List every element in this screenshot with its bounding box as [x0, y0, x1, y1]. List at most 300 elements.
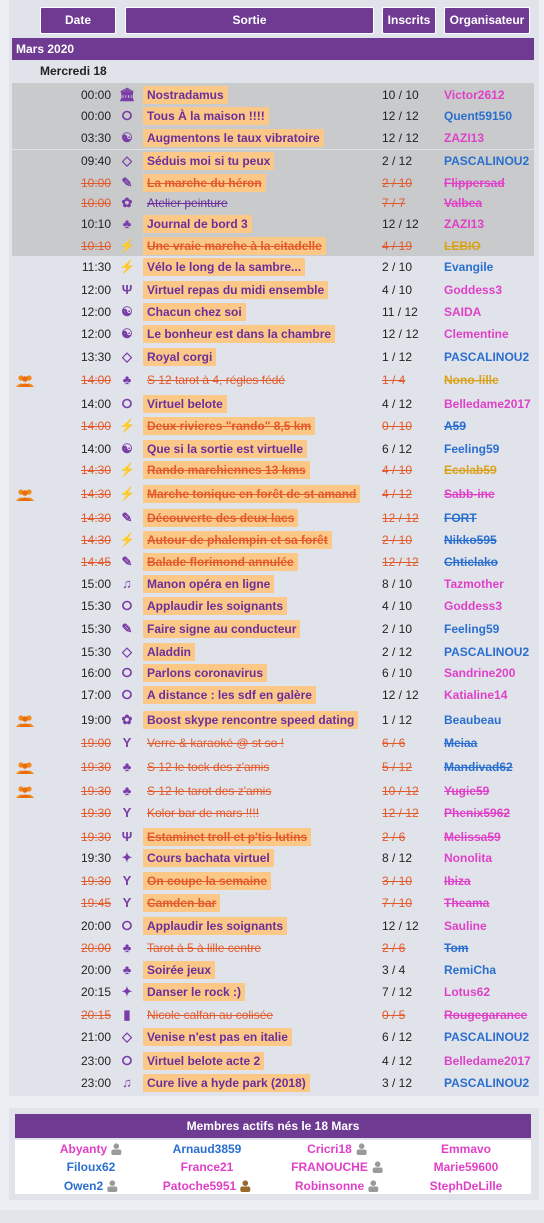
event-title-link[interactable]: Nostradamus: [143, 86, 228, 104]
event-registrations: 6 / 10: [382, 666, 413, 680]
event-title-link[interactable]: S 12 le tock des z'amis: [147, 760, 270, 774]
member-name: Emmavo: [440, 1142, 492, 1156]
event-title-link[interactable]: Tous À la maison !!!!: [143, 107, 269, 125]
event-title-link[interactable]: Parlons coronavirus: [143, 664, 267, 682]
column-header-organisateur[interactable]: Organisateur: [444, 7, 530, 34]
restaurant-icon: Ψ: [121, 281, 133, 297]
event-time: 20:00: [80, 941, 111, 955]
event-title-link[interactable]: Kolor bar de mars !!!!: [147, 806, 260, 820]
event-registrations: 3 / 12: [382, 1075, 413, 1090]
lifebuoy-icon: ⭘: [121, 665, 133, 680]
event-title-link[interactable]: Soirée jeux: [143, 961, 215, 979]
event-registrations: 5 / 12: [382, 760, 413, 774]
event-title-link[interactable]: On coupe la semaine: [143, 872, 271, 890]
event-time: 15:30: [80, 644, 111, 659]
event-registrations: 4 / 10: [382, 463, 413, 477]
event-time: 14:45: [80, 555, 111, 569]
event-title-link[interactable]: Danser le rock :): [143, 983, 245, 1001]
event-organizer-link[interactable]: Valbea: [444, 196, 483, 210]
event-registrations: 12 / 12: [382, 510, 419, 525]
event-registrations: 3 / 4: [382, 963, 406, 977]
event-time: 00:00: [80, 87, 111, 102]
event-row[interactable]: [12, 684, 534, 706]
event-time: 23:00: [80, 1075, 111, 1090]
event-row[interactable]: [12, 415, 534, 436]
event-row[interactable]: [12, 914, 534, 937]
event-organizer-link[interactable]: SAIDA: [444, 305, 482, 319]
group-icon: [16, 761, 34, 773]
member-name: Arnaud3859: [172, 1142, 242, 1156]
event-row[interactable]: [12, 1026, 534, 1048]
members-grid: [15, 1140, 531, 1194]
music-icon: ♫: [122, 1074, 132, 1090]
event-row[interactable]: [12, 618, 534, 640]
event-registrations: 1 / 4: [382, 373, 406, 387]
event-registrations: 1 / 12: [382, 713, 413, 727]
event-title-link[interactable]: A distance : les sdf en galère: [143, 686, 316, 704]
event-title-link[interactable]: Rando marchiennes 13 kms: [143, 461, 310, 479]
event-row[interactable]: [12, 755, 534, 779]
member-name: Marie59600: [433, 1160, 499, 1174]
person-icon: [356, 1143, 367, 1155]
event-organizer-link[interactable]: Nono-lille: [444, 373, 499, 387]
cards-icon: ♣: [122, 962, 132, 977]
event-organizer-link[interactable]: Yugie59: [444, 784, 490, 798]
event-row[interactable]: [12, 127, 534, 149]
event-organizer-link[interactable]: Quent59150: [444, 109, 513, 123]
event-row[interactable]: [12, 802, 534, 824]
event-title-link[interactable]: Cure live a hyde park (2018): [143, 1074, 310, 1092]
member-link[interactable]: [181, 1160, 234, 1174]
member-name: Cricri18: [307, 1142, 352, 1156]
event-row[interactable]: [12, 573, 534, 595]
event-row[interactable]: [12, 640, 534, 663]
member-link[interactable]: [291, 1160, 383, 1174]
event-time: 14:30: [80, 510, 111, 525]
event-time: 19:30: [80, 829, 111, 844]
event-time: 14:30: [80, 533, 111, 547]
event-title-link[interactable]: Marche tonique en forêt de st amand: [143, 485, 360, 503]
event-title-link[interactable]: Applaudir les soignants: [143, 597, 287, 615]
month-header: Mars 2020: [12, 38, 534, 60]
event-row[interactable]: [12, 278, 534, 301]
dance-icon: ✦: [121, 850, 133, 865]
event-time: 12:00: [80, 282, 111, 297]
hiking-icon: ⚡: [119, 237, 136, 253]
event-row[interactable]: [12, 235, 534, 256]
event-time: 20:15: [80, 1008, 111, 1022]
hiking-icon: ⚡: [119, 532, 136, 547]
event-time: 16:00: [80, 666, 111, 680]
event-title-link[interactable]: Nicole calfan au colisée: [147, 1008, 274, 1022]
event-organizer-link[interactable]: PASCALINOU2: [444, 644, 530, 659]
event-time: 19:30: [80, 851, 111, 865]
event-row[interactable]: [12, 213, 534, 235]
event-registrations: 4 / 12: [382, 396, 413, 411]
event-registrations: 10 / 10: [382, 87, 419, 102]
event-organizer-link[interactable]: A59: [444, 418, 467, 433]
event-registrations: 12 / 12: [382, 806, 419, 820]
event-organizer-link[interactable]: Belledame2017: [444, 1053, 531, 1068]
person-icon: [368, 1180, 379, 1192]
event-organizer-link[interactable]: ZAZI13: [444, 131, 485, 145]
event-organizer-link[interactable]: Theama: [444, 896, 490, 910]
member-link[interactable]: [60, 1142, 122, 1156]
event-row[interactable]: [12, 551, 534, 573]
event-time: 12:00: [80, 327, 111, 341]
cocktail-icon: Y: [122, 873, 132, 888]
event-registrations: 2 / 12: [382, 644, 413, 659]
event-row[interactable]: [12, 732, 534, 754]
footer-strip: [0, 1210, 544, 1223]
event-organizer-link[interactable]: Melissa59: [444, 829, 501, 844]
event-organizer-link[interactable]: Feeling59: [444, 622, 500, 636]
event-title-link[interactable]: Aladdin: [143, 643, 195, 661]
cards-icon: ♣: [122, 783, 132, 798]
members-title: Membres actifs nés le 18 Mars: [15, 1114, 531, 1138]
event-row[interactable]: [12, 1049, 534, 1072]
group-icon: [16, 374, 34, 386]
lifebuoy-icon: ⭘: [121, 395, 133, 411]
member-link[interactable]: [64, 1179, 118, 1193]
yinyang-icon: ☯: [121, 304, 133, 319]
event-time: 14:00: [80, 418, 111, 433]
event-row[interactable]: [12, 847, 534, 869]
event-title-link[interactable]: Deux rivieres "rando" 8,5 km: [143, 417, 315, 435]
event-registrations: 12 / 12: [382, 327, 419, 341]
lifebuoy-icon: ⭘: [121, 108, 133, 123]
event-registrations: 3 / 10: [382, 874, 413, 888]
event-time: 19:30: [80, 874, 111, 888]
event-time: 21:00: [80, 1030, 111, 1044]
person-icon: [372, 1161, 383, 1173]
event-organizer-link[interactable]: Meiaa: [444, 736, 478, 750]
event-registrations: 6 / 12: [382, 441, 413, 456]
event-organizer-link[interactable]: Goddess3: [444, 282, 503, 297]
event-row[interactable]: [12, 437, 534, 460]
event-title-link[interactable]: Que si la sortie est virtuelle: [143, 440, 307, 458]
event-time: 10:00: [80, 175, 111, 190]
event-title-link[interactable]: Tarot à 5 à lille centre: [147, 941, 262, 955]
event-time: 15:30: [80, 599, 111, 613]
event-organizer-link[interactable]: Phenix5962: [444, 806, 511, 820]
event-organizer-link[interactable]: Sabb-ine: [444, 487, 495, 501]
hiking-icon: ⚡: [119, 417, 136, 433]
event-title-link[interactable]: Cours bachata virtuel: [143, 849, 274, 867]
music-icon: ♫: [122, 576, 132, 591]
paint-icon: ✎: [121, 174, 133, 190]
event-row[interactable]: [12, 150, 534, 172]
event-row[interactable]: [12, 959, 534, 981]
event-organizer-link[interactable]: Feeling59: [444, 441, 500, 456]
member-link[interactable]: [295, 1179, 379, 1193]
event-time: 14:00: [80, 373, 111, 387]
event-organizer-link[interactable]: Flippersad: [444, 175, 505, 190]
paint-icon: ✎: [121, 554, 133, 569]
event-title-link[interactable]: Augmentons le taux vibratoire: [143, 129, 324, 147]
event-row[interactable]: [12, 708, 534, 732]
member-name: Abyanty: [59, 1142, 108, 1156]
event-registrations: 2 / 6: [382, 941, 406, 955]
restaurant-icon: Ψ: [121, 828, 133, 844]
member-name: Robinsonne: [294, 1179, 365, 1193]
event-row[interactable]: [12, 459, 534, 481]
event-row[interactable]: [12, 892, 534, 914]
event-registrations: 4 / 10: [382, 282, 413, 297]
ticket-icon: ◇: [122, 1029, 132, 1044]
event-title-link[interactable]: Camden bar: [143, 894, 220, 912]
event-time: 19:00: [80, 713, 111, 727]
event-title-link[interactable]: Verre & karaoké @ st so !: [147, 736, 284, 750]
event-organizer-link[interactable]: PASCALINOU2: [444, 1030, 530, 1044]
event-registrations: 0 / 5: [382, 1008, 406, 1022]
member-link[interactable]: [173, 1142, 242, 1156]
event-registrations: 2 / 10: [382, 533, 413, 547]
cards-icon: ♣: [122, 940, 132, 955]
event-row[interactable]: [12, 83, 534, 106]
event-registrations: 12 / 12: [382, 131, 419, 145]
event-organizer-link[interactable]: PASCALINOU2: [444, 154, 530, 168]
column-header-sortie[interactable]: Sortie: [125, 7, 374, 34]
event-time: 00:00: [80, 109, 111, 123]
event-organizer-link[interactable]: PASCALINOU2: [444, 1075, 530, 1090]
event-organizer-link[interactable]: Nikko595: [444, 533, 497, 547]
paint-icon: ✎: [121, 621, 133, 636]
event-time: 17:00: [80, 688, 111, 702]
event-time: 19:30: [80, 784, 111, 798]
event-row[interactable]: [12, 392, 534, 415]
event-organizer-link[interactable]: Tazmother: [444, 577, 504, 591]
event-registrations: 7 / 7: [382, 196, 406, 210]
person-icon: [111, 1143, 122, 1155]
ticket-icon: ◇: [122, 348, 132, 364]
member-link[interactable]: [430, 1179, 503, 1193]
member-link[interactable]: [441, 1142, 491, 1156]
cards-icon: ♣: [122, 216, 132, 231]
lifebuoy-icon: ⭘: [121, 598, 133, 613]
ticket-icon: ◇: [122, 643, 132, 659]
event-row[interactable]: [12, 981, 534, 1003]
palette-icon: ✿: [121, 195, 133, 210]
yinyang-icon: ☯: [121, 326, 133, 341]
event-organizer-link[interactable]: Nonolita: [444, 851, 492, 865]
event-row[interactable]: [12, 870, 534, 892]
event-row[interactable]: [12, 1004, 534, 1026]
member-name: Owen2: [63, 1179, 104, 1193]
event-row[interactable]: [12, 368, 534, 392]
event-registrations: 4 / 12: [382, 487, 413, 501]
event-title-link[interactable]: Une vraie marche à la citadelle: [143, 237, 326, 255]
event-registrations: 4 / 19: [382, 238, 413, 253]
event-organizer-link[interactable]: Sandrine200: [444, 666, 516, 680]
event-registrations: 0 / 10: [382, 418, 413, 433]
day-header: Mercredi 18: [40, 64, 107, 78]
event-time: 19:45: [80, 896, 111, 910]
event-time: 19:30: [80, 760, 111, 774]
event-registrations: 6 / 6: [382, 736, 406, 750]
event-row[interactable]: [12, 172, 534, 193]
yinyang-icon: ☯: [121, 440, 133, 456]
event-time: 14:00: [80, 441, 111, 456]
event-row[interactable]: [12, 662, 534, 684]
event-organizer-link[interactable]: ZAZI13: [444, 217, 485, 231]
event-registrations: 12 / 12: [382, 918, 419, 933]
event-row[interactable]: [12, 779, 534, 803]
event-organizer-link[interactable]: Evangile: [444, 260, 494, 274]
event-title-link[interactable]: Atelier peinture: [147, 196, 228, 210]
event-title-link[interactable]: Virtuel belote acte 2: [143, 1052, 264, 1070]
cocktail-icon: Y: [122, 895, 132, 910]
event-time: 14:30: [80, 487, 111, 501]
event-title-link[interactable]: Journal de bord 3: [143, 215, 252, 233]
event-time: 19:00: [80, 736, 111, 750]
event-row[interactable]: [12, 506, 534, 529]
event-time: 03:30: [80, 131, 111, 145]
event-organizer-link[interactable]: Katialine14: [444, 688, 508, 702]
event-time: 14:00: [80, 396, 111, 411]
group-icon: [16, 714, 34, 726]
hiking-icon: ⚡: [119, 486, 136, 501]
event-title-link[interactable]: Chacun chez soi: [143, 303, 246, 321]
event-time: 20:15: [80, 985, 111, 999]
event-row[interactable]: [12, 1071, 534, 1094]
event-row[interactable]: [12, 256, 534, 278]
event-organizer-link[interactable]: Lotus62: [444, 985, 491, 999]
event-title-link[interactable]: Découverte des deux lacs: [143, 509, 298, 527]
event-time: 14:30: [80, 463, 111, 477]
event-registrations: 11 / 12: [382, 305, 418, 319]
person-icon: [107, 1180, 118, 1192]
event-time: 09:40: [80, 154, 111, 168]
event-time: 23:00: [80, 1053, 111, 1068]
event-organizer-link[interactable]: Rougegarance: [444, 1008, 528, 1022]
event-time: 10:10: [80, 238, 111, 253]
event-row[interactable]: [12, 193, 534, 213]
event-organizer-link[interactable]: FORT: [444, 510, 477, 525]
event-row[interactable]: [12, 482, 534, 506]
event-registrations: 2 / 10: [382, 260, 413, 274]
member-link[interactable]: [67, 1160, 116, 1174]
event-organizer-link[interactable]: Sauline: [444, 918, 487, 933]
paint-icon: ✎: [121, 509, 133, 525]
member-name: France21: [180, 1160, 234, 1174]
event-organizer-link[interactable]: Ibiza: [444, 874, 471, 888]
event-registrations: 2 / 10: [382, 175, 413, 190]
member-link[interactable]: [163, 1179, 251, 1193]
event-title-link[interactable]: S 12 le tarot des z'amis: [147, 784, 272, 798]
event-title-link[interactable]: S 12 tarot à 4, régles fédé: [147, 373, 286, 387]
event-row[interactable]: [12, 825, 534, 848]
member-link[interactable]: [307, 1142, 367, 1156]
event-title-link[interactable]: Balade florimond annulée: [143, 553, 298, 571]
event-title-link[interactable]: Le bonheur est dans la chambre: [143, 325, 335, 343]
event-title-link[interactable]: La marche du héron: [143, 174, 266, 192]
drinks-icon: ▮: [123, 1007, 131, 1022]
event-time: 20:00: [80, 918, 111, 933]
event-registrations: 12 / 12: [382, 217, 419, 231]
event-registrations: 2 / 10: [382, 622, 413, 636]
lifebuoy-icon: ⭘: [121, 687, 133, 702]
event-title-link[interactable]: Venise n'est pas en italie: [143, 1028, 292, 1046]
event-time: 15:30: [80, 622, 111, 636]
event-organizer-link[interactable]: RemiCha: [444, 963, 497, 977]
event-title-link[interactable]: Boost skype rencontre speed dating: [143, 711, 358, 729]
member-link[interactable]: [434, 1160, 499, 1174]
event-title-link[interactable]: Faire signe au conducteur: [143, 620, 300, 638]
cocktail-icon: Y: [122, 805, 132, 820]
speeddating-icon: ✿: [121, 712, 133, 727]
event-title-link[interactable]: Royal corgi: [143, 348, 216, 366]
member-name: Patoche5951: [162, 1179, 237, 1193]
event-organizer-link[interactable]: Clementine: [444, 327, 509, 341]
event-time: 15:00: [80, 577, 111, 591]
event-organizer-link[interactable]: PASCALINOU2: [444, 349, 530, 364]
hiking-icon: ⚡: [119, 462, 136, 477]
event-row[interactable]: [12, 345, 534, 368]
event-time: 10:10: [80, 217, 111, 231]
ticket-icon: ◇: [122, 153, 132, 168]
event-row[interactable]: [12, 301, 534, 323]
event-time: 11:30: [81, 260, 111, 274]
event-registrations: 2 / 12: [382, 154, 413, 168]
event-row[interactable]: [12, 529, 534, 551]
member-name: FRANOUCHE: [291, 1160, 368, 1174]
event-organizer-link[interactable]: Ecolab59: [444, 463, 497, 477]
event-organizer-link[interactable]: LEBIO: [444, 238, 481, 253]
event-title-link[interactable]: Applaudir les soignants: [143, 917, 287, 935]
event-organizer-link[interactable]: Chticlako: [444, 555, 499, 569]
lifebuoy-icon: ⭘: [121, 1052, 133, 1068]
event-title-link[interactable]: Séduis moi si tu peux: [143, 152, 274, 170]
event-title-link[interactable]: Vélo le long de la sambre...: [143, 258, 305, 276]
event-title-link[interactable]: Estaminet troll et p'tis lutins: [143, 828, 311, 846]
event-registrations: 1 / 12: [382, 349, 413, 364]
event-organizer-link[interactable]: Goddess3: [444, 599, 503, 613]
event-time: 13:30: [80, 349, 111, 364]
event-registrations: 7 / 12: [382, 985, 413, 999]
event-title-link[interactable]: Virtuel belote: [143, 395, 227, 413]
event-registrations: 2 / 6: [382, 829, 406, 844]
person-icon: [240, 1180, 251, 1192]
event-title-link[interactable]: Autour de phalempin et sa forêt: [143, 531, 332, 549]
event-organizer-link[interactable]: Mandivad62: [444, 760, 513, 774]
event-registrations: 12 / 12: [382, 555, 419, 569]
yinyang-icon: ☯: [121, 130, 133, 145]
event-organizer-link[interactable]: Tom: [444, 941, 469, 955]
event-registrations: 6 / 12: [382, 1030, 413, 1044]
lifebuoy-icon: ⭘: [121, 917, 133, 933]
event-time: 10:00: [80, 196, 111, 210]
event-organizer-link[interactable]: Victor2612: [444, 87, 505, 102]
cards-icon: ♣: [122, 759, 132, 774]
dance-icon: ✦: [121, 984, 133, 999]
event-row[interactable]: [12, 323, 534, 345]
event-row[interactable]: [12, 937, 534, 959]
event-row[interactable]: [12, 105, 534, 127]
event-title-link[interactable]: Virtuel repas du midi ensemble: [143, 281, 328, 299]
event-registrations: 8 / 10: [382, 577, 413, 591]
event-organizer-link[interactable]: Beaubeau: [444, 713, 502, 727]
member-name: StephDeLille: [429, 1179, 503, 1193]
cards-icon: ♣: [122, 372, 132, 387]
column-header-date[interactable]: Date: [40, 7, 116, 34]
event-organizer-link[interactable]: Belledame2017: [444, 396, 531, 411]
column-header-inscrits[interactable]: Inscrits: [382, 7, 436, 34]
event-registrations: 10 / 12: [382, 784, 419, 798]
hiking-icon: ⚡: [119, 259, 136, 274]
event-title-link[interactable]: Manon opéra en ligne: [143, 575, 274, 593]
event-row[interactable]: [12, 595, 534, 617]
